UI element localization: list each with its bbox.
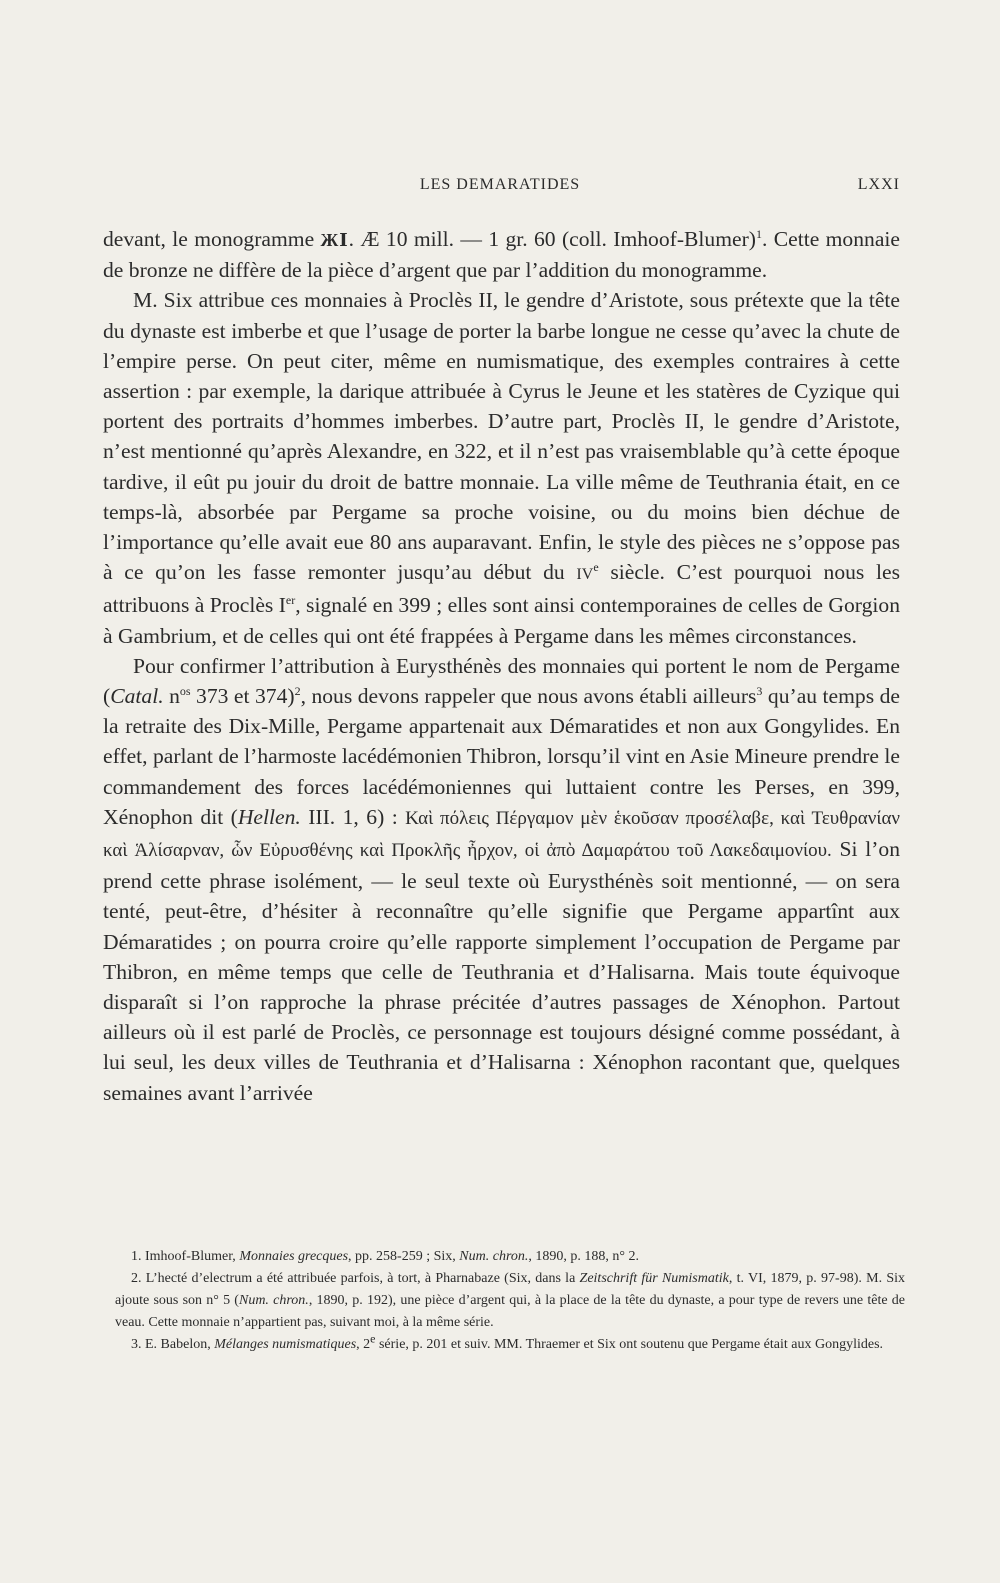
text-run: , 2 [356, 1337, 371, 1352]
superscript: e [370, 1331, 376, 1346]
century-numeral: IV [576, 566, 594, 584]
text-run: . Cette monnaie de bronze ne diffère de la pièce d’argent que par l’addition du monogramme. [103, 227, 900, 283]
footnote-1 [115, 1246, 905, 1268]
text-run: 3. E. Babelon, [131, 1337, 215, 1352]
text-run: n [163, 684, 180, 709]
text-run: , 1890, p. 192), une pièce d’argent qui, à la place de la tête du dynaste, a pour type de revers une tête de veau. Cette monnaie n’appartient pas, suivant moi, à la même série. [115, 1293, 906, 1330]
superscript: os [179, 683, 191, 698]
monogram: ЖⅠ [320, 230, 349, 250]
superscript: er [285, 593, 296, 608]
italic-ref: Num. chron. [459, 1249, 529, 1264]
footnote-2 [115, 1268, 905, 1334]
paragraph-1 [103, 224, 900, 285]
text-run: siècle. C’est pourquoi nous les attribuons à Proclès I [103, 560, 900, 618]
text-run: , nous devons rappeler que nous avons établi ailleurs [300, 684, 757, 709]
text-run: devant, le monogramme [103, 227, 321, 251]
page-number: LXXI [857, 176, 900, 193]
footnotes [115, 1246, 905, 1356]
superscript: e [593, 560, 599, 575]
paragraph-2 [103, 285, 900, 650]
italic-ref: Hellen. [237, 804, 301, 829]
body-text [103, 224, 900, 1108]
greek-quotation: Καὶ πόλεις Πέργαμον μὲν ἑκοῦσαν προσέλαβε, καὶ Τευθρανίαν καὶ Ἁλίσαρναν, ὧν Εὐρυσθένης καὶ Προκλῆς ἦρχον, οἱ ἀπὸ Δαμαράτου τοῦ Λακεδαιμονίου. [103, 807, 901, 862]
text-run: Si l’on prend cette phrase isolément, — le seul texte où Eurysthénès soit mentionné, — on sera tenté, peut-être, d’hésiter à reconnaître qu’elle signifie que Pergame appartînt aux Démaratides ; on pourra croire qu’elle rapporte simplement l’occupation de Pergame par Thibron, en même temps que celle de Teuthrania et d’Halisarna. Mais toute équivoque disparaît si l’on rapproche la phrase précitée d’autres passages de Xénophon. Partout ailleurs où il est parlé de Proclès, ce personnage est toujours désigné comme possédant, à lui seul, les deux villes de Teuthrania et d’Halisarna : Xénophon racontant que, quelques semaines avant l’arrivée [103, 837, 900, 1105]
text-run: 1. Imhoof-Blumer, [131, 1249, 240, 1264]
text-run: série, p. 201 et suiv. MM. Thraemer et Six ont soutenu que Pergame était aux Gongylides. [375, 1337, 884, 1352]
footnote-ref-1: 1 [755, 226, 762, 241]
running-head [100, 176, 900, 200]
text-run: , signalé en 399 ; elles sont ainsi contemporaines de celles de Gorgion à Gambrium, et de celles qui ont été frappées à Pergame dans les mêmes circonstances. [103, 593, 900, 648]
text-run: Pour confirmer l’attribution à Eurysthénès des monnaies qui portent le nom de Pergame ( [103, 653, 900, 709]
footnote-3 [115, 1331, 905, 1356]
text-run: M. Six attribue ces monnaies à Proclès II, le gendre d’Aristote, sous prétexte que la tête du dynaste est imberbe et que l’usage de porter la barbe longue ne cesse qu’avec la chute de l’empire perse. On peut citer, même en numismatique, des exemples contraires à cette assertion : par exemple, la darique attribuée à Cyrus le Jeune et les statères de Cyzique qui portent des portraits d’hommes imberbes. D’autre part, Proclès II, le gendre d’Aristote, n’est mentionné qu’après Alexandre, en 322, et il n’est pas vraisemblable qu’à cette époque tardive, il eût pu jouir du droit de battre monnaie. La ville même de Teuthrania était, en ce temps-là, absorbée par Pergame sa proche voisine, ou du moins bien déchue de l’importance qu’elle avait eue 80 ans auparavant. Enfin, le style des pièces ne s’oppose pas à ce qu’on les fasse remonter jusqu’au début du [103, 288, 900, 585]
footnote-ref-3: 3 [756, 683, 763, 698]
italic-ref: Zeitschrift für Numismatik [579, 1271, 729, 1286]
text-run: qu’au temps de la retraite des Dix-Mille, Pergame appartenait aux Démaratides et non aux Gongylides. En effet, parlant de l’harmoste lacédémonien Thibron, lorsqu’il vint en Asie Mineure prendre le commandement des forces lacédémoniennes qui luttaient contre les Perses, en 399, Xénophon dit ( [103, 684, 900, 829]
paragraph-3 [103, 651, 900, 1108]
text-run: , pp. 258-259 ; Six, [348, 1249, 460, 1264]
text-run: , t. VI, 1879, p. 97-98). M. Six ajoute sous son n° 5 ( [115, 1271, 906, 1308]
footnote-ref-2: 2 [294, 683, 301, 698]
text-run: , 1890, p. 188, n° 2. [528, 1249, 639, 1264]
italic-ref: Num. chron. [238, 1293, 309, 1308]
text-run: . Æ 10 mill. — 1 gr. 60 (coll. Imhoof-Blumer) [348, 227, 756, 251]
italic-ref: Mélanges numismatiques [214, 1337, 357, 1352]
italic-ref: Catal. [110, 684, 164, 709]
text-run: 2. L’hecté d’electrum a été attribuée parfois, à tort, à Pharnabaze (Six, dans la [131, 1271, 580, 1286]
running-head-title: LES DEMARATIDES [419, 176, 581, 193]
text-run: III. 1, 6) : [300, 804, 406, 829]
text-run: 373 et 374) [190, 684, 295, 709]
italic-ref: Monnaies grecques [239, 1249, 349, 1264]
